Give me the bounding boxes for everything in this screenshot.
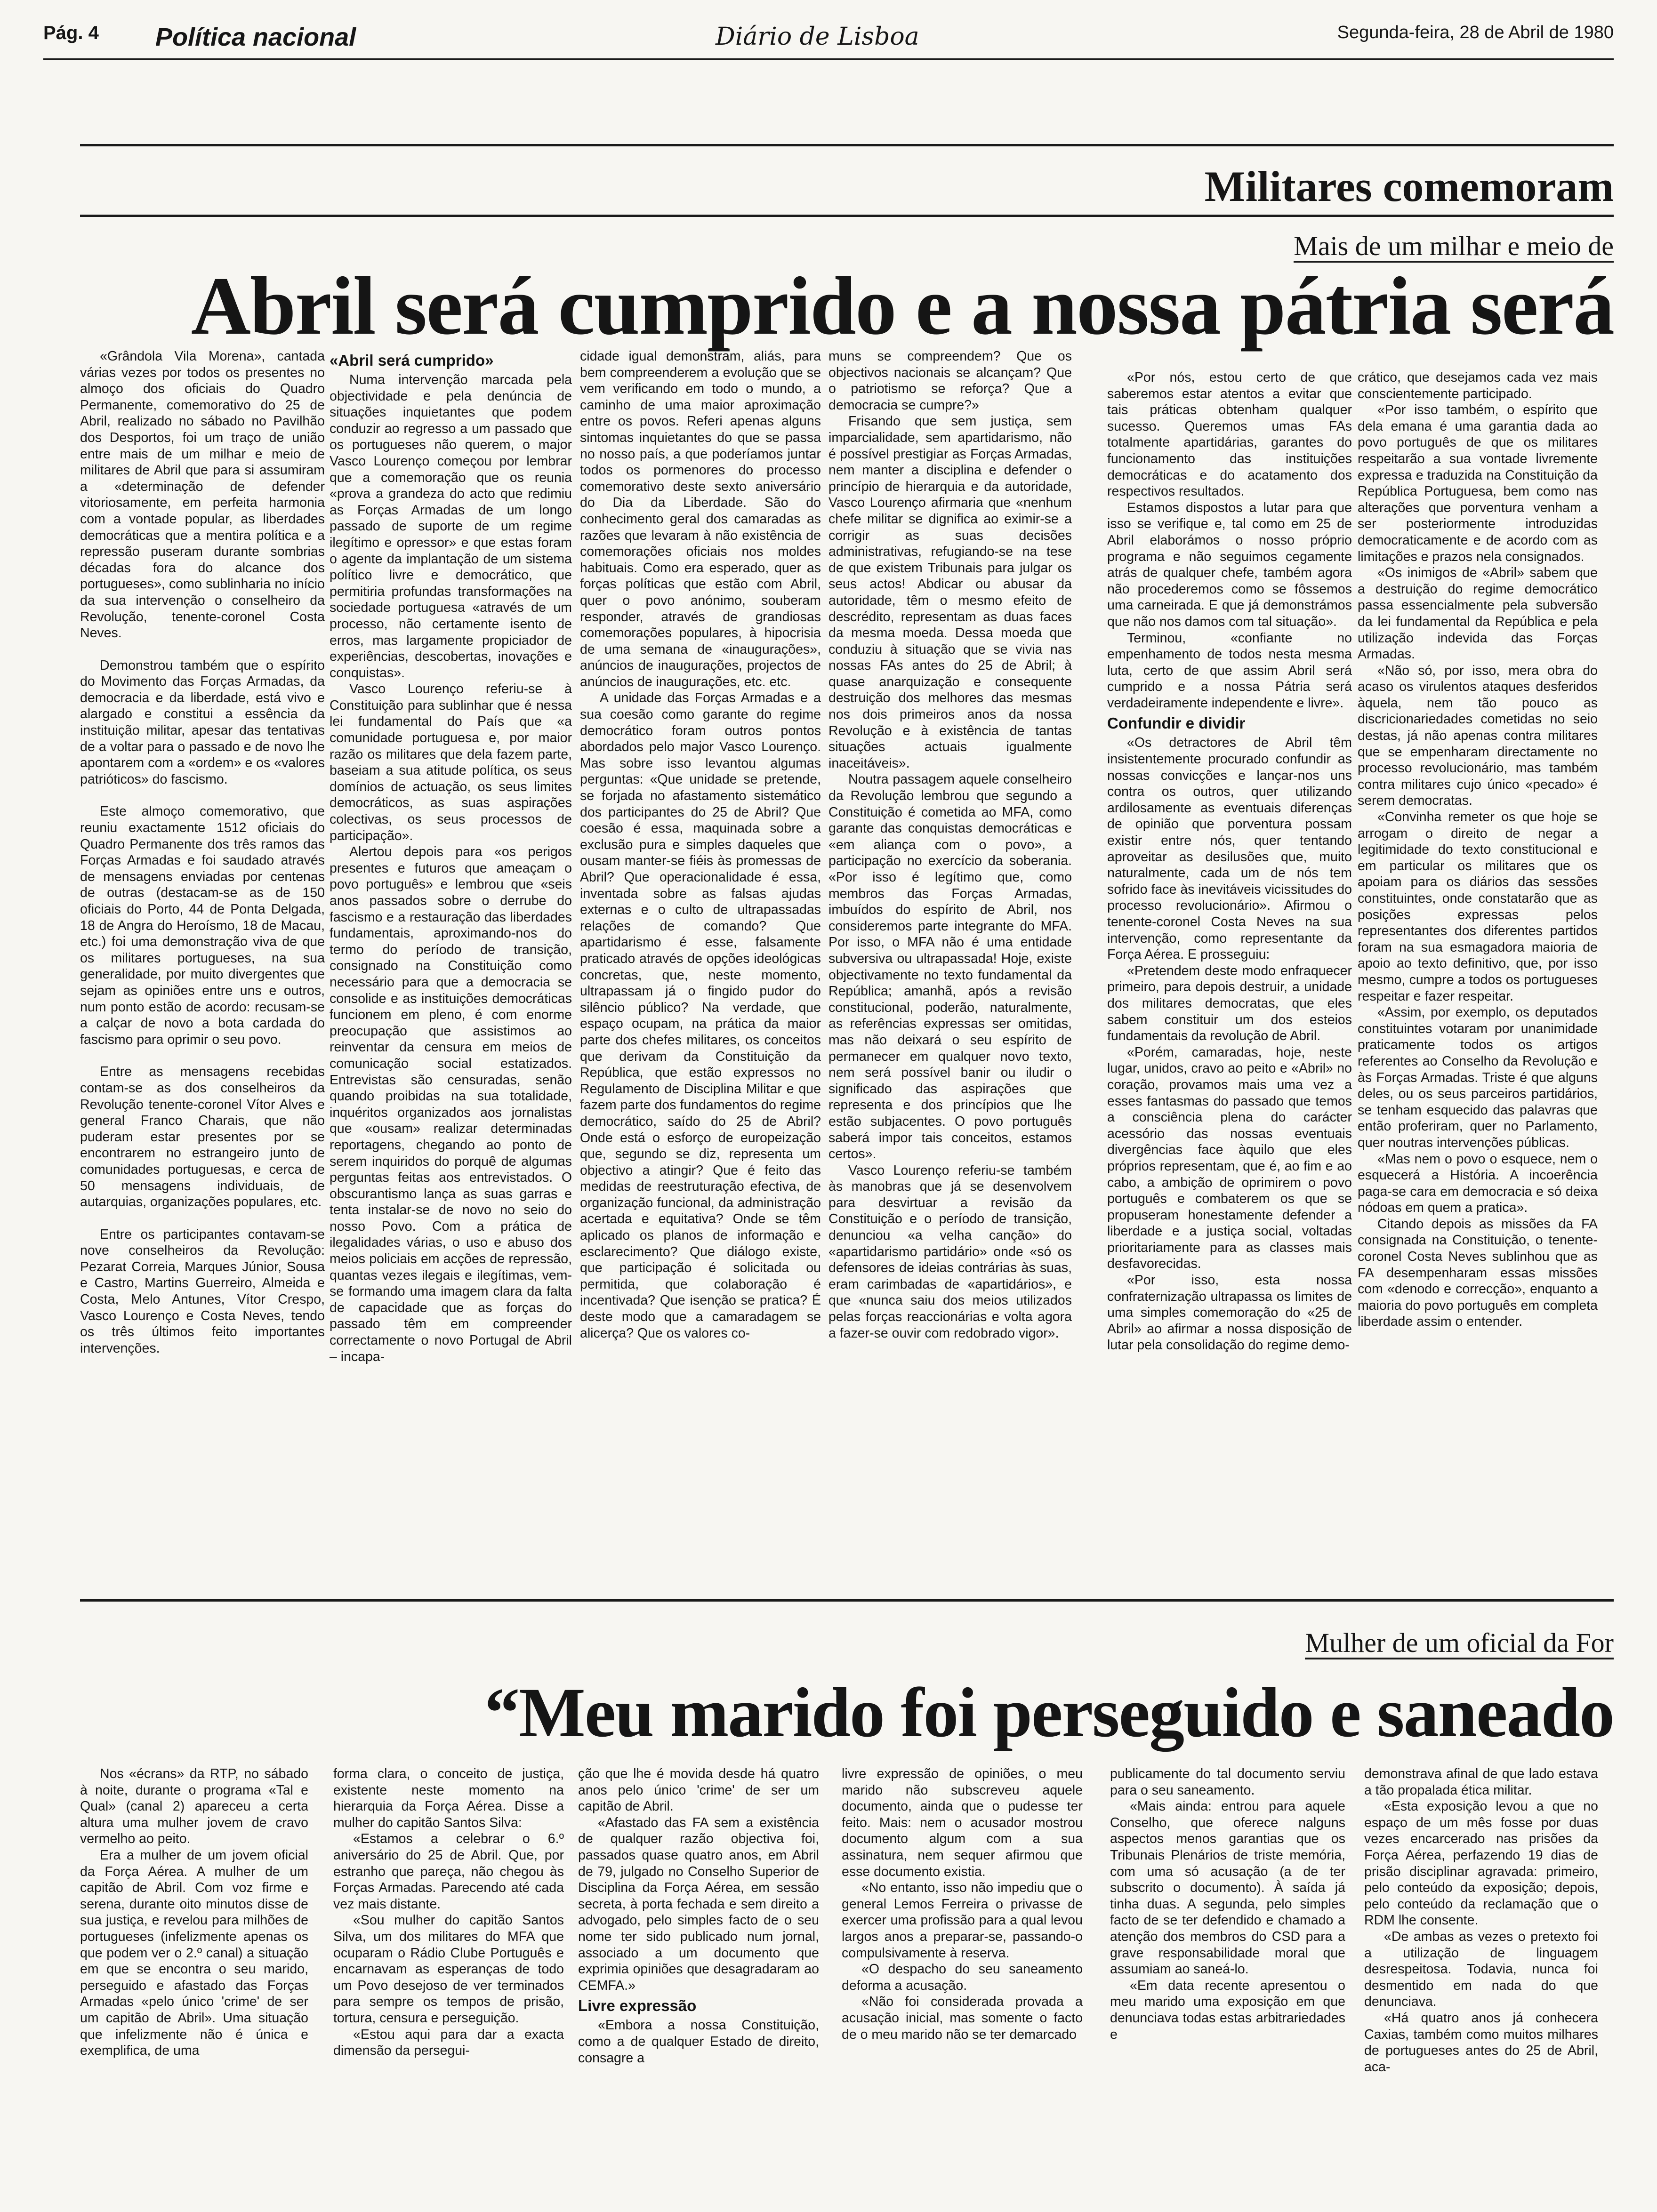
article2-subkicker: Mulher de um oficial da For (1305, 1628, 1614, 1659)
paragraph: «Convinha remeter os que hoje se arrogam o direito de negar a legitimidade do texto constitucional e em particular os militares que os apoiam para os diários das sessões constituintes, onde constatarão que as posições expressas pelos representantes dos diferentes partidos foram na sua esmagadora maioria de apoio ao texto definitivo, que, por isso mesmo, cumpre a todos os portugueses respeitar e fazer respeitar. (1358, 809, 1598, 1004)
paragraph: muns se compreendem? Que os objectivos nacionais se alcançam? Que o patriotismo se reforça? Que a democracia se cumpre?» (828, 349, 1072, 413)
paragraph: «Os detractores de Abril têm insistentemente procurado confundir as nossas convicções e lançar-nos uns contra os outros, quer utilizando ardilosamente as eventuais diferenças de opinião que porventura possam existir entre nós, quer tentando aproveitar as desilusões que, muito naturalmente, cada um de nós tem sofrido face às inevitáveis vicissitudes do processo revolucionário». Afirmou o tenente-coronel Costa Neves na sua intervenção, como representante da Força Aérea. E prosseguiu: (1107, 735, 1352, 962)
paragraph: livre expressão de opiniões, o meu marido não subscreveu aquele documento, ainda que o pudesse ter feito. Mais: nem o acusador mostrou documento algum com a sua assinatura, nem sequer afirmou que esse documento existia. (842, 1766, 1083, 1879)
paragraph: Citando depois as missões da FA consignada na Constituição, o tenente-coronel Costa Neves sublinhou que as FA desempenharam essas missões com «denodo e correcção», enquanto a maioria do povo português em completa liberdade assim o entender. (1358, 1216, 1598, 1330)
paragraph: «No entanto, isso não impediu que o general Lemos Ferreira o privasse de exercer uma profissão para a qual levou largos anos a preparar-se, passando-o compulsivamente à reserva. (842, 1880, 1083, 1961)
paragraph: Vasco Lourenço referiu-se à Constituição para sublinhar que é nessa lei fundamental do País que «a comunidade portuguesa e, por maior razão os militares que dela fazem parte, baseiam a sua atitude política, os seus domínios de actuação, os seus limites democráticos, as suas aspirações colectivas, os seus processos de participação». (330, 681, 572, 843)
article1-column-6 (1358, 369, 1598, 1588)
article1-kicker: Militares comemoram (1204, 162, 1614, 210)
newspaper-name: Diário de Lisboa (716, 23, 919, 51)
paragraph: «Afastado das FA sem a existência de qualquer razão objectiva foi, passados quase quatro anos, em Abril de 79, julgado no Conselho Superior de Disciplina da Força Aérea, em sessão secreta, à porta fechada e sem direito a advogado, pelo simples facto de o seu nome ter sido publicado num jornal, associado a um documento que exprimia opiniões que desagradaram ao CEMFA.» (578, 1815, 819, 1993)
paragraph: publicamente do tal documento serviu para o seu saneamento. (1110, 1766, 1345, 1798)
paragraph: «Estou aqui para dar a exacta dimensão da persegui- (333, 2027, 564, 2059)
paragraph: A unidade das Forças Armadas e a sua coesão como garante do regime democrático foram outros pontos abordados pelo major Vasco Lourenço. Mas sobre isso levantou algumas perguntas: «Que unidade se pretende, se forjada no afastamento sistemático dos participantes do 25 de Abril? Que coesão é essa, maquinada sobre a exclusão pura e simples daqueles que ousam manter-se fiéis às promessas de Abril? Que operacionalidade é essa, inventada sobre as falsas ajudas externas e o culto de ultrapassadas relações de comando? Que apartidarismo é esse, falsamente praticado através de opções ideológicas concretas, que, neste momento, ultrapassam já o fingido pudor do silêncio público? Na verdade, que espaço ocupam, na prática da maior parte dos chefes militares, os conceitos que derivam da Constituição da República, que estão expressos no Regulamento de Disciplina Militar e que fazem parte dos fundamentos do regime democrático, saído do 25 de Abril? Onde está o esforço de europeização que, segundo se diz, representa um objectivo a atingir? Que é feito das medidas de reestruturação efectiva, de organização funcional, da administração acertada e equitativa? Onde se têm aplicado os planos de informação e esclarecimento? Que diálogo existe, que participação é solicitada ou permitida, que colaboração é incentivada? Que isenção se pratica? É deste modo que a camaradagem se alicerça? Que os valores co- (580, 690, 821, 1341)
paragraph: Vasco Lourenço referiu-se também às manobras que já se desenvolvem para desvirtuar a revisão da Constituição e o período de transição, denunciou «a velha canção» do «apartidarismo partidário» onde «só os defensores de ideias contrárias às suas, eram carimbadas de «apartidários», e que «nunca saiu dos meios utilizados pelas forças reaccionárias e volta agora a fazer-se ouvir com redobrado vigor». (828, 1162, 1072, 1341)
paragraph: Numa intervenção marcada pela objectividade e pela denúncia de situações inquietantes que podem conduzir ao regresso a um passado que os portugueses não querem, o major Vasco Lourenço começou por lembrar que a comemoração que os reunia «prova a grandeza do acto que redimiu as Forças Armadas de um longo passado de suporte de um regime ilegítimo e opressor» e que estas foram o agente da implantação de um sistema político livre e democrático, que permitiria profundas transformações na sociedade portuguesa «através de um processo, não certamente isento de erros, mas largamente propiciador de experiências, descobertas, inovações e conquistas». (330, 372, 572, 681)
paragraph: Demonstrou também que o espírito do Movimento das Forças Armadas, da democracia e da liberdade, está vivo e alargado e constitui a essência da instituição militar, apesar das tentativas de a voltar para o passado e de novo lhe apontarem com a «ordem» e os «valores patrióticos» do fascismo. (80, 657, 325, 787)
article1-column-3 (580, 348, 821, 1591)
paragraph: Entre os participantes contavam-se nove conselheiros da Revolução: Pezarat Correia, Marques Júnior, Sousa e Castro, Martins Guerreiro, Almeida e Costa, Melo Antunes, Vítor Crespo, Vasco Lourenço e Costa Neves, tendo os três últimos feito importantes intervenções. (80, 1226, 325, 1356)
article1-headline: Abril será cumprido e a nossa pátria será (191, 260, 1614, 352)
article2-column-3 (578, 1766, 819, 2180)
paragraph: «Porém, camaradas, hoje, neste lugar, unidos, cravo ao peito e «Abril» no coração, provamos mais uma vez a esses fantasmas do passado que temos a consciência plena do carácter acessório das nossas eventuais divergências face àquilo que eles próprios representam, que é, ao fim e ao cabo, a ambição de oprimirem o povo português e combaterem os que se propuseram honestamente defender a liberdade e a justiça social, voltadas prioritariamente para as classes mais desfavorecidas. (1107, 1044, 1352, 1272)
paragraph: «Assim, por exemplo, os deputados constituintes votaram por unanimidade praticamente todos os artigos referentes ao Conselho da Revolução e às Forças Armadas. Triste é que alguns deles, ou os seus parceiros partidários, se tenham esquecido das palavras que então proferiram, quer no Parlamento, quer noutras intervenções públicas. (1358, 1005, 1598, 1150)
paragraph: «Por isso também, o espírito que dela emana é uma garantia dada ao povo português de que os militares respeitarão a sua vontade livremente expressa e traduzida na Constituição da República Portuguesa, bem como nas alterações que porventura venham a ser posteriormente introduzidas democraticamente e de acordo com as limitações e prazos nela consignados. (1358, 402, 1598, 564)
paragraph: forma clara, o conceito de justiça, existente neste momento na hierarquia da Força Aérea. Disse a mulher do capitão Santos Silva: (333, 1766, 564, 1830)
paragraph: «Não só, por isso, mera obra do acaso os virulentos ataques desferidos àquela, nem tão pouco as discricionariedades cometidas no seio destas, já não apenas contra militares que se empenharam directamente no processo revolucionário, mas também contra militares cujo único «pecado» é serem democratas. (1358, 663, 1598, 809)
subheading: «Abril será cumprido» (330, 352, 494, 369)
article2-column-4 (842, 1766, 1083, 2180)
paragraph: «Há quatro anos já conhecera Caxias, também como muitos milhares de portugueses antes do 25 de Abril, aca- (1364, 2010, 1598, 2075)
article2-column-5 (1110, 1766, 1345, 2180)
paragraph: Entre as mensagens recebidas contam-se as dos conselheiros da Revolução tenente-coronel Vítor Alves e general Franco Charais, que não puderam estar presentes por se encontrarem no estrangeiro junto de comunidades portuguesas, e cerca de 50 mensagens individuais, de autarquias, organizações populares, etc. (80, 1064, 325, 1210)
paragraph: ção que lhe é movida desde há quatro anos pelo único 'crime' de ser um capitão de Abril. (578, 1766, 819, 1814)
article1-kicker-rule (80, 215, 1614, 217)
article1-subkicker: Mais de um milhar e meio de (1294, 232, 1614, 263)
article2-top-rule (80, 1599, 1614, 1602)
issue-date: Segunda-feira, 28 de Abril de 1980 (1337, 23, 1614, 42)
paragraph: «Mais ainda: entrou para aquele Conselho, que oferece nalguns aspectos menos garantias que os Tribunais Plenários de triste memória, com uma só acusação (a de ter subscrito o documento). À saída já tinha duas. A segunda, pelo simples facto de se ter defendido e chamado a atenção dos membros do CSD para a grave responsabilidade moral que assumiam ao saneá-lo. (1110, 1799, 1345, 1977)
paragraph: «O despacho do seu saneamento deforma a acusação. (842, 1962, 1083, 1993)
paragraph: «Não foi considerada provada a acusação inicial, mas somente o facto de o meu marido não se ter demarcado (842, 1994, 1083, 2042)
paragraph: «Por nós, estou certo de que saberemos estar atentos a evitar que tais práticas obtenham qualquer sucesso. Queremos umas FAs totalmente apartidárias, garantes do funcionamento das instituições democráticas e do acatamento dos respectivos resultados. (1107, 370, 1352, 499)
paragraph: Era a mulher de um jovem oficial da Força Aérea. A mulher de um capitão de Abril. Com voz firme e serena, durante oito minutos disse de sua justiça, e revelou para milhões de portugueses (infelizmente apenas os que podem ver o 2.º canal) a situação em que se encontra o seu marido, perseguido e afastado das Forças Armadas «pelo único 'crime' de ser um capitão de Abril». Uma situação que infelizmente não é única e exemplifica, de uma (80, 1847, 308, 2059)
paragraph: crático, que desejamos cada vez mais conscientemente participado. (1358, 370, 1598, 401)
article1-column-5 (1107, 369, 1352, 1588)
section-title: Política nacional (155, 23, 356, 51)
header-rule (43, 58, 1614, 60)
paragraph: «Mas nem o povo o esquece, nem o esquecerá a História. A incoerência paga-se cara em democracia e só deixa nódoas em quem a pratica». (1358, 1151, 1598, 1216)
paragraph: cidade igual demonstram, aliás, para bem compreenderem a evolução que se vem verificando em todo o mundo, a caminho de uma maior aproximação entre os povos. Referi apenas alguns sintomas inquietantes do que se passa no nosso país, a que poderíamos juntar todos os pormenores do processo comemorativo deste sexto aniversário do Dia da Liberdade. São do conhecimento geral dos camaradas as razões que levaram à não existência de comemorações oficiais nos moldes habituais. Como era esperado, quer as forças políticas que estão com Abril, quer o povo anónimo, souberam responder, através de grandiosas comemorações populares, à hipocrisia de uma semana de «inaugurações», anúncios de inaugurações, projectos de anúncios de inaugurações, etc. etc. (580, 349, 821, 689)
article1-top-rule (80, 144, 1614, 146)
paragraph: «Em data recente apresentou o meu marido uma exposição em que denunciava todas estas arbitrariedades e (1110, 1978, 1345, 2042)
article2-column-1 (80, 1766, 308, 2180)
paragraph: Frisando que sem justiça, sem imparcialidade, sem apartidarismo, não é possível prestigiar as Forças Armadas, nem manter a disciplina e defender o princípio de hierarquia e da autoridade, Vasco Lourenço afirmaria que «nenhum chefe militar se dignifica ao eximir-se a corrigir as suas decisões administrativas, refugiando-se na tese de que existem Tribunais para julgar os seus actos! Abdicar ou abusar da autoridade, têm o mesmo efeito de descrédito, representam as duas faces da mesma moeda. Dessa moeda que conduziu à situação que se vivia nas nossas FAs antes do 25 de Abril; à quase anarquização e consequente destruição dos melhores das mesmas nos dois primeiros anos da nossa Revolução e à existência de tantas situações actuais igualmente inaceitáveis». (828, 414, 1072, 771)
paragraph: demonstrava afinal de que lado estava a tão propalada ética militar. (1364, 1766, 1598, 1798)
paragraph: «Sou mulher do capitão Santos Silva, um dos militares do MFA que ocuparam o Rádio Clube Português e encarnavam as esperanças de todo um Povo desejoso de ver terminados para sempre os tempos de prisão, tortura, censura e perseguição. (333, 1913, 564, 2026)
paragraph: Noutra passagem aquele conselheiro da Revolução lembrou que segundo a Constituição é cometida ao MFA, como garante das conquistas democráticas e «em aliança com o povo», a participação no exercício da soberania. «Por isso é legítimo que, como membros das Forças Armadas, imbuídos do espírito de Abril, nos consideremos parte integrante do MFA. Por isso, o MFA não é uma entidade subversiva ou ultrapassada! Hoje, existe objectivamente no texto fundamental da República; amanhã, após a revisão constitucional, poderão, naturalmente, as referências expressas ser omitidas, mas não deixará o seu espírito de permanecer em qualquer novo texto, nem será possível banir ou iludir o significado das aspirações que representa e dos princípios que lhe estão subjacentes. O povo português saberá impor tais conceitos, estamos certos». (828, 772, 1072, 1162)
paragraph: «Por isso, esta nossa confraternização ultrapassa os limites de uma simples comemoração do «25 de Abril» ao afirmar a nossa disposição de lutar pela consolidação do regime demo- (1107, 1273, 1352, 1353)
paragraph: Terminou, «confiante no empenhamento de todos nesta mesma luta, certo de que assim Abril será cumprido e a nossa Pátria será verdadeiramente independente e livre». (1107, 630, 1352, 711)
paragraph: «Estamos a celebrar o 6.º aniversário do 25 de Abril. Que, por estranho que pareça, não chegou às Forças Armadas. Parecendo até cada vez mais distante. (333, 1831, 564, 1912)
article2-headline: “Meu marido foi perseguido e saneado (484, 1674, 1614, 1752)
paragraph: «Embora a nossa Constituição, como a de qualquer Estado de direito, consagre a (578, 2018, 819, 2066)
paragraph: Estamos dispostos a lutar para que isso se verifique e, tal como em 25 de Abril elaborámos o nosso próprio programa e não seguimos cegamente atrás de qualquer chefe, também agora não procederemos como se fôssemos uma carneirada. E que já demonstrámos que não nos damos com tal situação». (1107, 500, 1352, 629)
paragraph: Alertou depois para «os perigos presentes e futuros que ameaçam o povo português» e lembrou que «seis anos passados sobre o derrube do fascismo e a restauração das liberdades fundamentais, aproximando-nos do termo do período de transição, consignado na Constituição como necessário para que a democracia se consolide e as instituições democráticas funcionem em pleno, é com enorme preocupação que assistimos ao reinventar da censura em meios de comunicação social estatizados. Entrevistas são censuradas, senão quando proibidas na sua totalidade, inquéritos organizados aos jornalistas que «ousam» realizar determinadas reportagens, chegando ao ponto de serem inquiridos do porquê de algumas perguntas feitas aos entrevistados. O obscurantismo lança as suas garras e tenta instalar-se de novo no seio do nosso Povo. Com a prática de ilegalidades várias, o uso e abuso dos meios policiais em acções de repressão, quantas vezes ilegais e ilegítimas, vem-se formando uma imagem clara da falta de capacidade que as forças do passado têm em compreender correctamente o novo Portugal de Abril – incapa- (330, 844, 572, 1364)
article2-column-6 (1364, 1766, 1598, 2180)
paragraph: «Grândola Vila Morena», cantada várias vezes por todos os presentes no almoço dos oficiais do Quadro Permanente, comemorativo do 25 de Abril, realizado no sábado no Pavilhão dos Desportos, foi um traço de união entre mais de um milhar e meio de militares de Abril que para si assumiram a «determinação de defender vitoriosamente, em perfeita harmonia com a vontade popular, as liberdades democráticas que a mentira política e a repressão puseram durante sombrias décadas fora do alcance dos portugueses», como sublinharia no início da sua intervenção o conselheiro da Revolução, tenente-coronel Costa Neves. (80, 349, 325, 641)
paragraph: «Pretendem deste modo enfraquecer primeiro, para depois destruir, a unidade dos militares democratas, que eles sabem constituir um dos esteios fundamentais da revolução de Abril. (1107, 963, 1352, 1044)
article2-column-2 (333, 1766, 564, 2180)
subheading: Livre expressão (578, 1997, 697, 2015)
paragraph: «Esta exposição levou a que no espaço de um mês fosse por duas vezes encarcerado nas prisões da Força Aérea, perfazendo 19 dias de prisão disciplinar agravada: primeiro, pelo conteúdo da exposição; depois, pelo conteúdo da reclamação que o RDM lhe consente. (1364, 1799, 1598, 1928)
page-number: Pág. 4 (43, 23, 99, 43)
article1-column-4 (828, 348, 1072, 1591)
paragraph: Este almoço comemorativo, que reuniu exactamente 1512 oficiais do Quadro Permanente dos três ramos das Forças Armadas e foi saudado através de mensagens enviadas por centenas de outras (destacam-se as de 150 oficiais do Porto, 44 de Ponta Delgada, 18 de Angra do Heroísmo, 18 de Macau, etc.) foi uma demonstração viva de que os militares portugueses, na sua generalidade, por muito divergentes que sejam as opiniões entre uns e outros, num ponto estão de acordo: recusam-se a calçar de novo a bota cardada do fascismo para oprimir o seu povo. (80, 804, 325, 1047)
subheading: Confundir e dividir (1107, 714, 1246, 732)
paragraph: Nos «écrans» da RTP, no sábado à noite, durante o programa «Tal e Qual» (canal 2) apareceu a certa altura uma mulher jovem de cravo vermelho ao peito. (80, 1766, 308, 1847)
article1-column-1 (80, 348, 325, 1591)
paragraph: «Os inimigos de «Abril» sabem que a destruição do regime democrático passa essencialmente pela subversão da lei fundamental da República e pela utilização indevida das Forças Armadas. (1358, 565, 1598, 662)
paragraph: «De ambas as vezes o pretexto foi a utilização de linguagem desrespeitosa. Todavia, nunca foi desmentido em nada do que denunciava. (1364, 1929, 1598, 2010)
article1-column-2 (330, 348, 572, 1591)
